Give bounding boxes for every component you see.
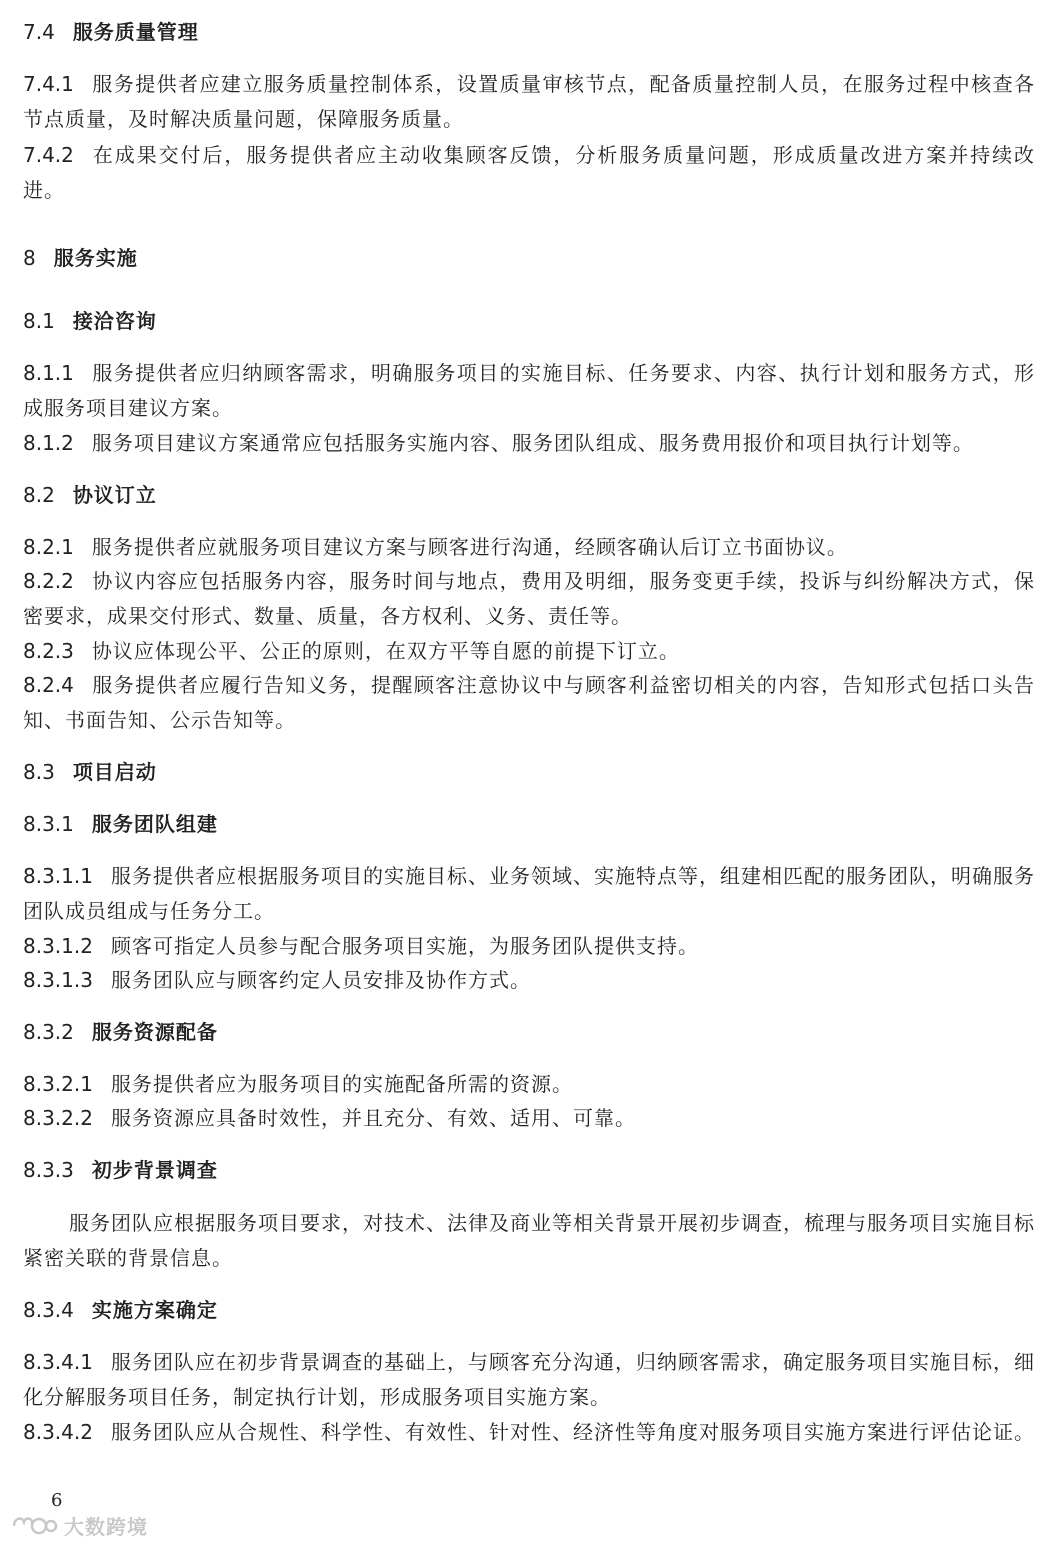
clause-text: 顾客可指定人员参与配合服务项目实施，为服务团队提供支持。 — [110, 934, 699, 958]
section-title: 协议订立 — [72, 483, 157, 507]
clause-number: 8.3.4.2 — [23, 1420, 93, 1444]
heading-8-3-2 — [23, 1018, 218, 1046]
heading-8 — [23, 244, 138, 272]
heading-7-4 — [23, 18, 199, 46]
clause-number: 8.3.2.2 — [23, 1106, 93, 1130]
section-title: 服务资源配备 — [91, 1020, 218, 1044]
heading-8-1 — [23, 307, 157, 335]
clause-number: 8.2.2 — [23, 569, 74, 593]
clause-text: 服务资源应具备时效性，并且充分、有效、适用、可靠。 — [110, 1106, 636, 1130]
clause-number: 8.3.4.1 — [23, 1350, 93, 1374]
clause-number: 8.1.1 — [23, 361, 74, 385]
section-number: 8.3.4 — [23, 1298, 74, 1322]
clause-text: 服务团队应与顾客约定人员安排及协作方式。 — [110, 968, 531, 992]
clause-number: 8.3.2.1 — [23, 1072, 93, 1096]
clause-text: 协议内容应包括服务内容，服务时间与地点，费用及明细，服务变更手续，投诉与纠纷解决方式，保密要求，成果交付形式、数量、质量，各方权利、义务、责任等。 — [23, 569, 1035, 628]
heading-8-3 — [23, 758, 157, 786]
clause-8-2-2 — [23, 564, 1035, 634]
watermark — [10, 1510, 148, 1540]
watermark-logo-icon — [10, 1512, 58, 1538]
section-title: 实施方案确定 — [91, 1298, 218, 1322]
clause-text: 在成果交付后，服务提供者应主动收集顾客反馈，分析服务质量问题，形成质量改进方案并持续改进。 — [23, 143, 1035, 202]
clause-8-3-1-1 — [23, 859, 1035, 929]
section-number: 7.4 — [23, 20, 55, 44]
section-number: 8.3.3 — [23, 1158, 74, 1182]
clause-7-4-2 — [23, 138, 1035, 208]
section-title: 服务实施 — [53, 246, 138, 270]
clause-text: 服务提供者应履行告知义务，提醒顾客注意协议中与顾客利益密切相关的内容，告知形式包括口头告知、书面告知、公示告知等。 — [23, 673, 1035, 732]
section-number: 8.3.1 — [23, 812, 74, 836]
clause-8-1-2 — [23, 426, 1035, 461]
clause-8-2-1 — [23, 530, 1035, 565]
clause-number: 8.2.1 — [23, 535, 74, 559]
clause-number: 8.3.1.1 — [23, 864, 93, 888]
clause-8-3-2-2 — [23, 1101, 1035, 1136]
clause-text: 协议应体现公平、公正的原则，在双方平等自愿的前提下订立。 — [91, 639, 680, 663]
heading-8-3-1 — [23, 810, 218, 838]
clause-number: 8.3.1.3 — [23, 968, 93, 992]
clause-8-2-4 — [23, 668, 1035, 738]
clause-text: 服务提供者应归纳顾客需求，明确服务项目的实施目标、任务要求、内容、执行计划和服务方式，形成服务项目建议方案。 — [23, 361, 1035, 420]
clause-number: 7.4.1 — [23, 72, 74, 96]
section-number: 8.3.2 — [23, 1020, 74, 1044]
clause-text: 服务团队应从合规性、科学性、有效性、针对性、经济性等角度对服务项目实施方案进行评估论证。 — [110, 1420, 1035, 1444]
clause-8-2-3 — [23, 634, 1035, 669]
section-title: 初步背景调查 — [91, 1158, 218, 1182]
heading-8-3-4 — [23, 1296, 218, 1324]
clause-number: 7.4.2 — [23, 143, 74, 167]
clause-number: 8.2.4 — [23, 673, 74, 697]
section-title: 服务质量管理 — [72, 20, 199, 44]
clause-8-3-2-1 — [23, 1067, 1035, 1102]
heading-8-2 — [23, 481, 157, 509]
clause-text: 服务提供者应为服务项目的实施配备所需的资源。 — [110, 1072, 573, 1096]
section-number: 8.3 — [23, 760, 55, 784]
clause-text: 服务项目建议方案通常应包括服务实施内容、服务团队组成、服务费用报价和项目执行计划等。 — [91, 431, 974, 455]
clause-text: 服务团队应根据服务项目要求，对技术、法律及商业等相关背景开展初步调查，梳理与服务项目实施目标紧密关联的背景信息。 — [23, 1211, 1035, 1270]
section-title: 项目启动 — [72, 760, 157, 784]
clause-8-3-4-2 — [23, 1415, 1035, 1450]
section-number: 8.1 — [23, 309, 55, 333]
watermark-text: 大数跨境 — [64, 1514, 148, 1539]
clause-8-3-3-body — [23, 1206, 1035, 1276]
section-title: 服务团队组建 — [91, 812, 218, 836]
section-title: 接洽咨询 — [72, 309, 157, 333]
clause-8-3-4-1 — [23, 1345, 1035, 1415]
clause-8-3-1-3 — [23, 963, 1035, 998]
clause-number: 8.3.1.2 — [23, 934, 93, 958]
clause-number: 8.2.3 — [23, 639, 74, 663]
clause-text: 服务提供者应建立服务质量控制体系，设置质量审核节点，配备质量控制人员，在服务过程中核查各节点质量，及时解决质量问题，保障服务质量。 — [23, 72, 1035, 131]
clause-text: 服务提供者应根据服务项目的实施目标、业务领域、实施特点等，组建相匹配的服务团队，明确服务团队成员组成与任务分工。 — [23, 864, 1035, 923]
clause-8-3-1-2 — [23, 929, 1035, 964]
section-number: 8.2 — [23, 483, 55, 507]
clause-7-4-1 — [23, 67, 1035, 137]
section-number: 8 — [23, 246, 36, 270]
clause-text: 服务提供者应就服务项目建议方案与顾客进行沟通，经顾客确认后订立书面协议。 — [91, 535, 848, 559]
clause-text: 服务团队应在初步背景调查的基础上，与顾客充分沟通，归纳顾客需求，确定服务项目实施目标，细化分解服务项目任务，制定执行计划，形成服务项目实施方案。 — [23, 1350, 1035, 1409]
page-number: 6 — [51, 1490, 63, 1511]
clause-8-1-1 — [23, 356, 1035, 426]
heading-8-3-3 — [23, 1156, 218, 1184]
clause-number: 8.1.2 — [23, 431, 74, 455]
